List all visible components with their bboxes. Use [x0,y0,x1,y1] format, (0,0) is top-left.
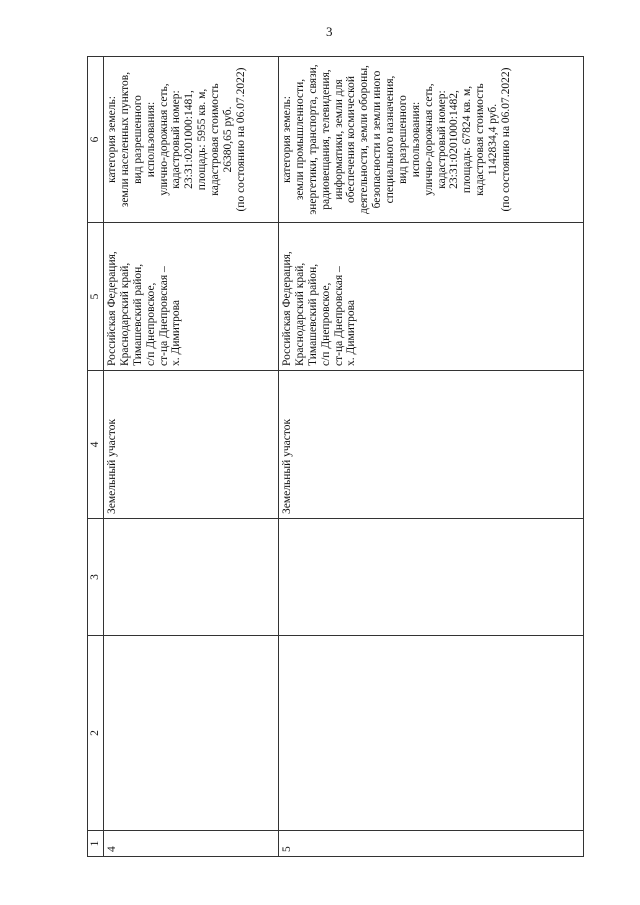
header-col-2: 2 [88,636,104,831]
object-type: Земельный участок [104,371,279,519]
cell-line: обеспечения космической [345,75,358,204]
cell-line: Тимашевский район, [131,263,144,366]
cell-line: ст-ца Днепровская – [332,266,345,366]
header-col-3: 3 [88,519,104,636]
cell-line: 23:31:0201000:1481, [183,90,196,189]
cell-col-2 [104,636,279,831]
cell-line: 1142834,4 руб. [487,103,499,176]
cell-line: ст-ца Днепровская – [157,266,170,366]
cell-col-2 [279,636,584,831]
object-characteristics [279,57,584,223]
cell-line: с/п Днепровское, [319,282,332,366]
table-row [279,57,584,857]
cell-line: категория земель: [106,96,118,183]
cell-line: х. Димитрова [345,300,358,366]
cell-line: кадастровая стоимость [474,83,487,196]
cell-line: безопасности и земли иного [371,70,384,209]
cell-line: вид разрешенного [396,95,409,184]
cell-line: площадь: 5955 кв. м, [196,88,209,191]
object-type: Земельный участок [279,371,584,519]
cell-line: Тимашевский район, [306,263,319,366]
cell-line: 26380,65 руб. [221,106,234,173]
cell-line: земли промышленности, [293,78,306,201]
land-plots-table [87,56,584,857]
object-location [279,223,584,371]
header-col-4: 4 [88,371,104,519]
row-number: 5 [279,831,584,857]
page-number: 3 [326,24,333,39]
cell-col-3 [104,519,279,636]
cell-line: энергетики, транспорта, связи, [306,64,319,215]
cell-line: земли населенных пунктов, [118,71,131,208]
cell-line: 23:31:0201000:1482, [448,90,461,189]
cell-line: улично-дорожная сеть, [422,83,435,196]
table-row [104,57,279,857]
cell-line: кадастровый номер: [170,90,183,189]
cell-line: улично-дорожная сеть, [157,83,170,196]
header-col-1: 1 [88,831,104,857]
cell-line: (по состоянию на 06.07.2022) [499,67,512,212]
object-characteristics [104,57,279,223]
row-number: 4 [104,831,279,857]
cell-line: Российская Федерация, [106,251,118,366]
cell-line: вид разрешенного [131,95,144,184]
cell-line: с/п Днепровское, [144,282,157,366]
cell-line: х. Димитрова [170,300,183,366]
cell-line: Российская Федерация, [281,251,293,366]
cell-line: использования: [144,101,157,178]
cell-line: кадастровый номер: [435,90,448,189]
cell-line: деятельности, земли обороны, [358,65,371,214]
cell-line: информатики, земли для [332,79,345,200]
cell-line: Краснодарский край, [118,262,131,366]
cell-line: Краснодарский край, [293,262,306,366]
cell-line: (по состоянию на 06.07.2022) [234,67,247,212]
cell-line: радиовещания, телевидения, [319,69,332,210]
cell-line: категория земель: [281,96,293,183]
table-header-row [88,57,104,857]
header-col-5: 5 [88,223,104,371]
cell-line: использования: [409,101,422,178]
header-col-6: 6 [88,57,104,223]
object-location [104,223,279,371]
cell-line: кадастровая стоимость [209,83,221,196]
cell-line: специального назначения, [384,75,396,204]
cell-col-3 [279,519,584,636]
cell-line: площадь: 67824 кв. м, [461,85,474,194]
